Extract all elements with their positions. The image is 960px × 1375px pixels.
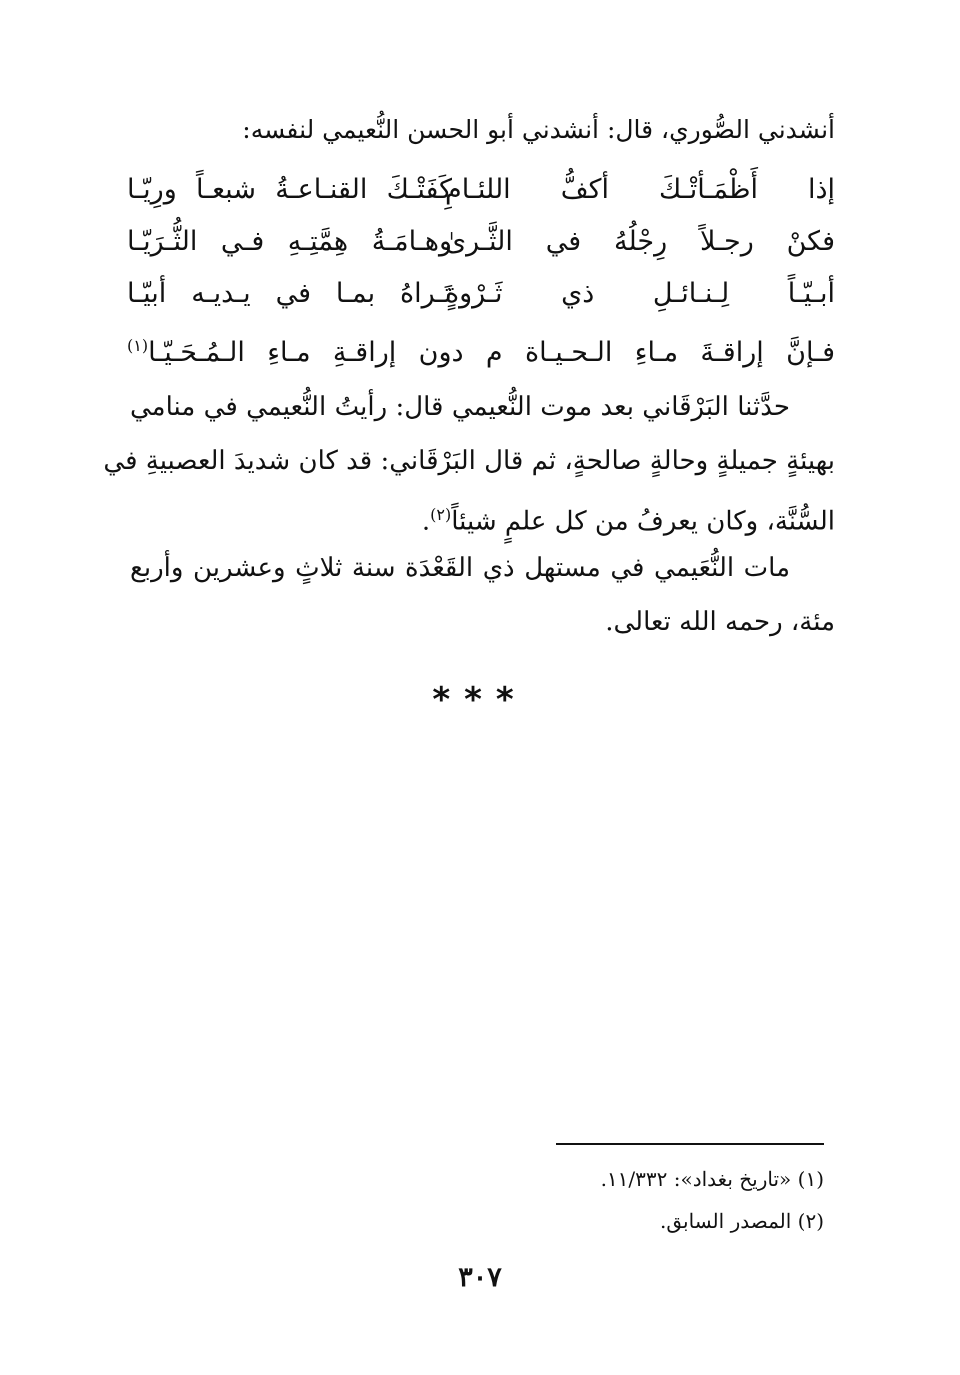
paragraph-death <box>130 541 835 649</box>
paragraph-dream <box>103 380 835 549</box>
verse-second-hemistich: وهـامَـةُ هِمَّتِـهِ فـي الثُّـرَيّـا <box>127 226 452 257</box>
paragraph-line: حدَّثنا البَرْقَاني بعد موت النُّعيمي قال: رأيتُ النُّعيمي في منامي <box>130 392 790 422</box>
paragraph-line: بهيئةٍ جميلةٍ وحالةٍ صالحةٍ، ثم قال البَرْقَاني: قد كان شديدَ العصبيةِ في <box>103 446 835 476</box>
verse-text: فـإنَّ إراقـةَ مـاءِ الـحـيـاة م دون إراقـةِ مـاءِ الـمُـحَـيّـا <box>148 337 835 368</box>
poem-verse <box>127 220 835 272</box>
verse-first-hemistich: إذا أَظْمَـأتْـكَ أكفُّ اللئـامِ <box>445 174 835 205</box>
footnote-1: (١) «تاريخ بغداد»: ١١/٣٣٢. <box>600 1167 824 1191</box>
paragraph-line-last <box>130 488 835 549</box>
verse-first-hemistich: أبـيّـاً لِـنـائـلِ ذي ثَـرْوةٍ <box>445 278 835 309</box>
intro-line: أنشدني الصُّوري، قال: أنشدني أبو الحسن النُّعيمي لنفسه: <box>242 115 835 144</box>
verse-second-hemistich: كَفَتْـكَ القنـاعـةُ شبعـاً ورِيّـا <box>127 174 452 205</box>
poem-verse-continuous <box>127 324 835 376</box>
line-text: السُّنَّة، وكان يعرفُ من كل علمٍ شيئاً <box>451 506 835 537</box>
footnote-ref[interactable]: (٢) <box>430 505 452 524</box>
footnote-2: (٢) المصدر السابق. <box>660 1209 824 1233</box>
section-separator: *** <box>432 680 528 720</box>
period: . <box>421 506 431 537</box>
verse-second-hemistich: تَـراهُ بمـا في يـديـه أبيّـا <box>127 278 452 309</box>
poem-verse <box>127 168 835 220</box>
poem <box>127 168 835 376</box>
poem-verse <box>127 272 835 324</box>
footnotes <box>224 1158 824 1242</box>
verse-first-hemistich: فكنْ رجـلاً رِجْلُهُ في الثَّـرىٰ <box>445 226 835 257</box>
footnote-divider <box>556 1143 824 1145</box>
paragraph-line-last: مئة، رحمه الله تعالى. <box>605 607 835 637</box>
paragraph-line: مات النُّعَيمي في مستهل ذي القَعْدَة سنة ثلاثٍ وعشرين وأربع <box>130 553 790 583</box>
footnote-ref[interactable]: (١) <box>127 336 149 355</box>
page-number: ٣٠٧ <box>458 1262 502 1293</box>
